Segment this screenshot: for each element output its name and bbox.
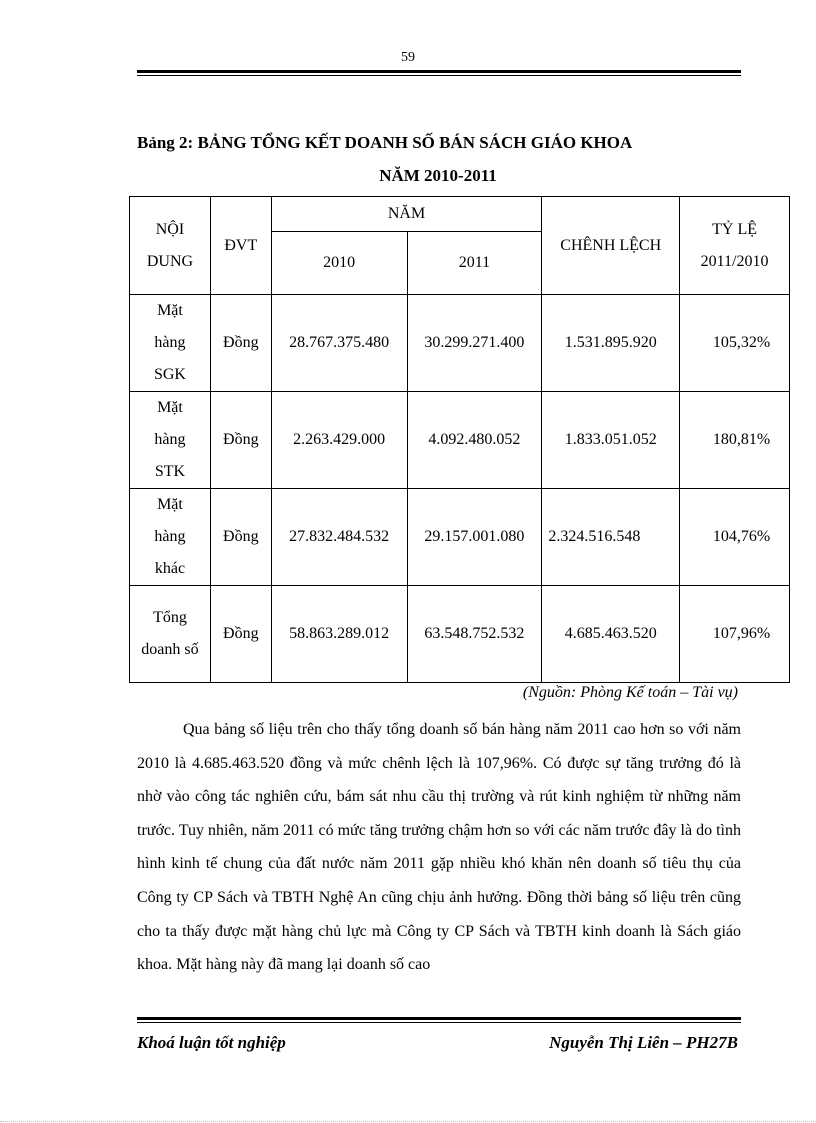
cell-difference: 1.531.895.920 <box>542 295 680 392</box>
table-title: Bảng 2: BẢNG TỔNG KẾT DOANH SỐ BÁN SÁCH GIÁO KHOA <box>137 133 633 152</box>
header-year-2010: 2010 <box>271 232 407 295</box>
cell-difference: 2.324.516.548 <box>542 489 680 586</box>
header-year-group: NĂM <box>271 197 542 232</box>
body-paragraph: Qua bảng số liệu trên cho thấy tổng doanh số bán hàng năm 2011 cao hơn so với năm 2010 là 4.685.463.520 đồng và mức chênh lệch là 107,96%. Có được sự tăng trưởng đó là nhờ vào công tác nghiên cứu, bám sát nhu cầu thị trường và rút kinh nghiệm từ những năm trước. Tuy nhiên, năm 2011 có mức tăng trưởng chậm hơn so với các năm trước đây là do tình hình kinh tế chung của đất nước năm 2011 gặp nhiều khó khăn nên doanh số tiêu thụ của Công ty CP Sách và TBTH Nghệ An cũng chịu ảnh hưởng. Đồng thời bảng số liệu trên cũng cho ta thấy được mặt hàng chủ lực mà Công ty CP Sách và TBTH kinh doanh là Sách giáo khoa. Mặt hàng này đã mang lại doanh số cao <box>137 721 741 974</box>
table-row <box>130 392 790 489</box>
table-subtitle: NĂM 2010-2011 <box>379 166 497 185</box>
cell-2011: 30.299.271.400 <box>407 295 542 392</box>
footer-author: Nguyễn Thị Liên – PH27B <box>549 1033 738 1052</box>
header-item: NỘI DUNG <box>130 197 211 295</box>
header-difference: CHÊNH LỆCH <box>542 197 680 295</box>
source-note: (Nguồn: Phòng Kế toán – Tài vụ) <box>522 684 738 701</box>
cell-ratio: 107,96% <box>680 586 790 683</box>
cell-item: Mặt hàng STK <box>130 392 211 489</box>
cell-2011: 29.157.001.080 <box>407 489 542 586</box>
header-rule <box>137 70 741 76</box>
cell-2010: 2.263.429.000 <box>271 392 407 489</box>
cell-difference: 4.685.463.520 <box>542 586 680 683</box>
cell-ratio: 180,81% <box>680 392 790 489</box>
cell-2011: 63.548.752.532 <box>407 586 542 683</box>
cell-2010: 58.863.289.012 <box>271 586 407 683</box>
cell-2010: 28.767.375.480 <box>271 295 407 392</box>
cell-unit: Đồng <box>210 295 271 392</box>
cell-item: Mặt hàng khác <box>130 489 211 586</box>
cell-unit: Đồng <box>210 392 271 489</box>
cell-ratio: 105,32% <box>680 295 790 392</box>
cell-ratio: 104,76% <box>680 489 790 586</box>
page-number: 59 <box>401 50 415 65</box>
table-row <box>130 295 790 392</box>
table-row <box>130 586 790 683</box>
page-edge <box>0 1121 816 1122</box>
footer-rule <box>137 1017 741 1023</box>
cell-item: Tổng doanh số <box>130 586 211 683</box>
sales-summary-table <box>129 196 790 683</box>
footer-thesis-label: Khoá luận tốt nghiệp <box>137 1033 286 1052</box>
cell-unit: Đồng <box>210 489 271 586</box>
table-row <box>130 489 790 586</box>
cell-unit: Đồng <box>210 586 271 683</box>
header-ratio: TỶ LỆ 2011/2010 <box>680 197 790 295</box>
cell-item: Mặt hàng SGK <box>130 295 211 392</box>
cell-2010: 27.832.484.532 <box>271 489 407 586</box>
cell-difference: 1.833.051.052 <box>542 392 680 489</box>
cell-2011: 4.092.480.052 <box>407 392 542 489</box>
header-year-2011: 2011 <box>407 232 542 295</box>
header-unit: ĐVT <box>210 197 271 295</box>
